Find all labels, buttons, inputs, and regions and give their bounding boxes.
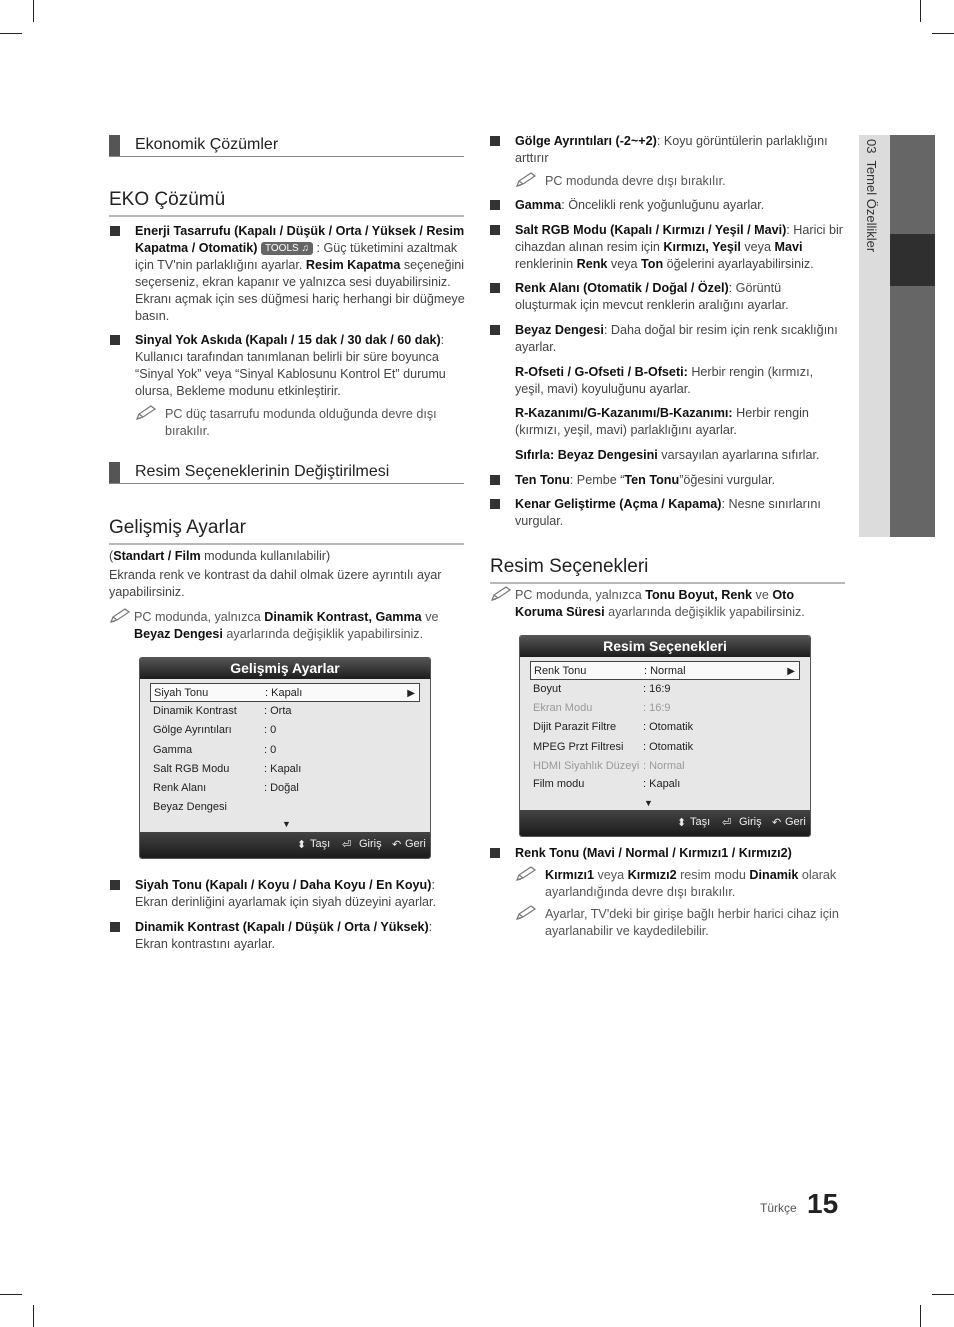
pencil-note-icon bbox=[109, 608, 131, 624]
arrow-right-icon: ▶ bbox=[407, 688, 415, 699]
osd-row-renk-tonu[interactable]: Renk Tonu : Normal ▶ bbox=[530, 661, 800, 680]
crop-mark bbox=[932, 33, 954, 34]
osd-row[interactable]: Gölge Ayrıntıları : 0 bbox=[153, 724, 277, 736]
pencil-note-icon bbox=[515, 905, 537, 921]
crop-mark bbox=[920, 1305, 921, 1327]
kazanim: R-Kazanımı/G-Kazanımı/B-Kazanımı: Herbir rengin (kırmızı, yeşil, mavi) parlaklığını ayarlar. bbox=[515, 406, 809, 437]
osd-row[interactable]: MPEG Przt Filtresi : Otomatik bbox=[533, 741, 694, 753]
footer-language: Türkçe bbox=[760, 1201, 797, 1215]
crop-mark bbox=[0, 33, 22, 34]
pencil-note-icon bbox=[515, 172, 537, 188]
subheading-resim-secenekleri: Resim Seçeneklerinin Değiştirilmesi bbox=[109, 462, 464, 484]
sifirla: Sıfırla: Beyaz Dengesini varsayılan ayarlarına sıfırlar. bbox=[515, 448, 820, 462]
osd-row[interactable]: Gamma : 0 bbox=[153, 744, 277, 756]
pencil-note-icon bbox=[135, 405, 157, 421]
osd-resim-secenekleri bbox=[519, 635, 811, 837]
chapter-tab-label: 03 Temel Özellikler bbox=[864, 139, 879, 253]
tools-icon: TOOLS ♫ bbox=[261, 242, 313, 255]
osd-title: Resim Seçenekleri bbox=[520, 636, 810, 657]
osd-row[interactable]: Salt RGB Modu : Kapalı bbox=[153, 763, 302, 775]
osd-row[interactable]: Renk Alanı : Doğal bbox=[153, 782, 299, 794]
enter-icon: ⏎ bbox=[722, 817, 732, 829]
pencil-note-icon bbox=[515, 866, 537, 882]
crop-mark bbox=[33, 1305, 34, 1327]
crop-mark bbox=[33, 0, 34, 22]
osd-footer: ⬍ Taşı ⏎ Giriş ↶ Geri bbox=[140, 832, 430, 858]
crop-mark bbox=[920, 0, 921, 22]
subheading-ekonomik: Ekonomik Çözümler bbox=[109, 135, 464, 157]
osd-row-disabled: Ekran Modu : 16:9 bbox=[533, 702, 671, 714]
osd-row-siyah-tonu[interactable]: Siyah Tonu : Kapalı ▶ bbox=[150, 683, 420, 702]
crop-mark bbox=[932, 1294, 954, 1295]
arrow-right-icon: ▶ bbox=[787, 666, 795, 677]
enter-icon: ⏎ bbox=[342, 839, 352, 851]
osd-row[interactable]: Film modu : Kapalı bbox=[533, 778, 681, 790]
scroll-down-icon[interactable]: ▼ bbox=[282, 819, 291, 829]
ofset: R-Ofseti / G-Ofseti / B-Ofseti: Herbir rengin (kırmızı, yeşil, mavi) koyuluğunu ayarlar. bbox=[515, 365, 814, 396]
heading-gelismis: Gelişmiş Ayarlar bbox=[109, 517, 464, 545]
crop-mark bbox=[0, 1294, 22, 1295]
gelismis-desc: Ekranda renk ve kontrast da dahil olmak üzere ayrıntılı ayar yapabilirsiniz. bbox=[109, 568, 442, 599]
scroll-down-icon[interactable]: ▼ bbox=[644, 798, 653, 808]
osd-row-disabled: HDMI Siyahlık Düzeyi : Normal bbox=[533, 760, 685, 772]
updown-icon: ⬍ bbox=[297, 839, 307, 851]
return-icon: ↶ bbox=[772, 817, 782, 829]
pencil-note-icon bbox=[490, 586, 512, 602]
page-number: 15 bbox=[807, 1188, 839, 1219]
heading-resim-secenekleri: Resim Seçenekleri bbox=[490, 556, 845, 584]
mode-availability: (Standart / Film modunda kullanılabilir) bbox=[109, 549, 331, 563]
updown-icon: ⬍ bbox=[677, 817, 687, 829]
osd-row[interactable]: Dinamik Kontrast : Orta bbox=[153, 705, 292, 717]
osd-row[interactable]: Boyut : 16:9 bbox=[533, 683, 671, 695]
chapter-tab-dark bbox=[890, 135, 935, 537]
osd-row[interactable]: Beyaz Dengesi bbox=[153, 801, 227, 813]
osd-title: Gelişmiş Ayarlar bbox=[140, 658, 430, 679]
return-icon: ↶ bbox=[392, 839, 402, 851]
osd-gelismis-ayarlar bbox=[139, 657, 431, 859]
heading-eko: EKO Çözümü bbox=[109, 189, 464, 217]
chapter-tab bbox=[859, 135, 890, 537]
chapter-tab-marker bbox=[890, 234, 935, 286]
osd-row[interactable]: Dijit Parazit Filtre : Otomatik bbox=[533, 721, 694, 733]
osd-footer: ⬍ Taşı ⏎ Giriş ↶ Geri bbox=[520, 810, 810, 836]
